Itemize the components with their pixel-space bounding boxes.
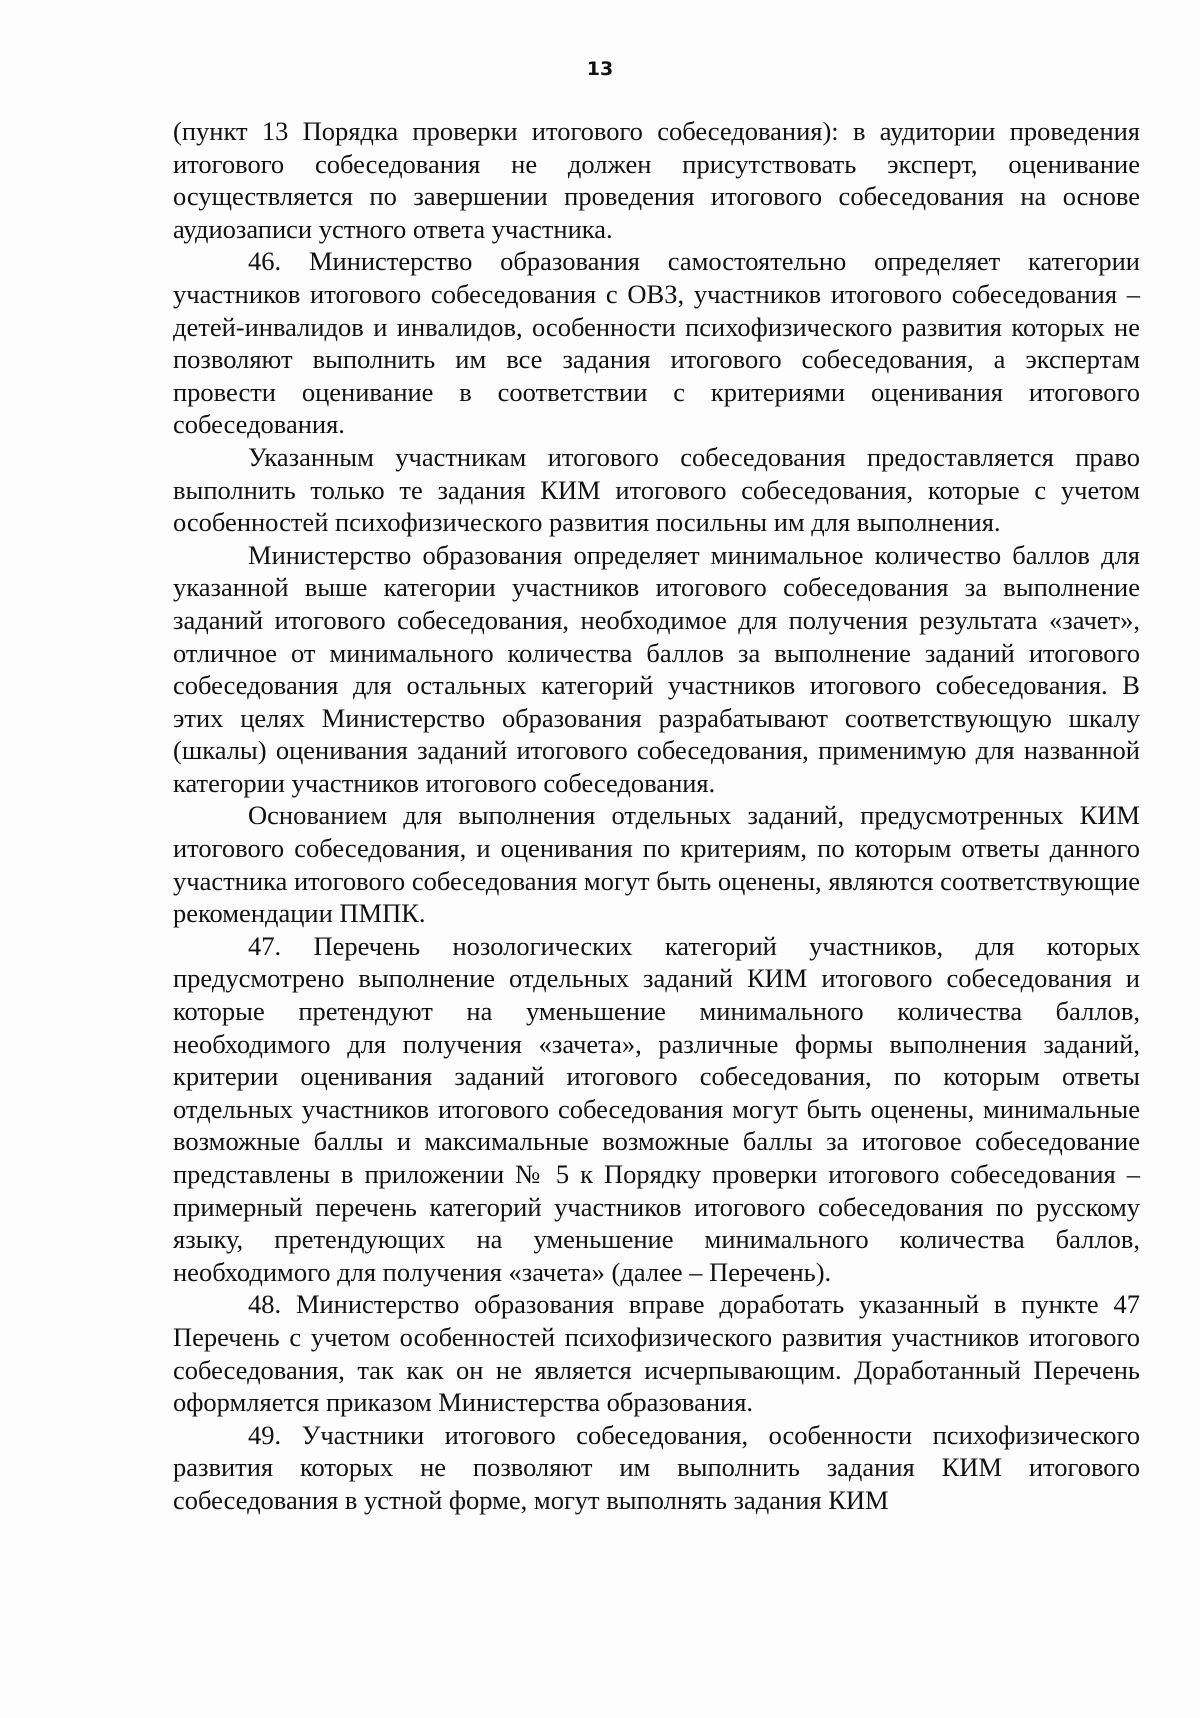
paragraph-basis: Основанием для выполнения отдельных заданий, предусмотренных КИМ итогового собеседования, и оценивания по критериям, по которым ответы данного участника итогового собеседования могут быть оценены, являются соответствующие рекомендации ПМПК. — [173, 800, 1140, 929]
paragraph-47: 47. Перечень нозологических категорий участников, для которых предусмотрено выполнение отдельных заданий КИМ итогового собеседования и которые претендуют на уменьшение минимального количества баллов, необходимого для получения «зачета», различные формы выполнения заданий, критерии оценивания заданий итогового собеседования, по которым ответы отдельных участников итогового собеседования могут быть оценены, минимальные возможные баллы и максимальные возможные баллы за итоговое собеседование представлены в приложении № 5 к Порядку проверки итогового собеседования – примерный перечень категорий участников итогового собеседования по русскому языку, претендующих на уменьшение минимального количества баллов, необходимого для получения «зачета» (далее – Перечень). — [173, 930, 1140, 1287]
paragraph-49: 49. Участники итогового собеседования, особенности психофизического развития которых не позволяют им выполнить задания КИМ итогового собеседования в устной форме, могут выполнять задания КИМ — [173, 1419, 1140, 1515]
page-number: 13 — [586, 58, 614, 80]
paragraph-46: 46. Министерство образования самостоятельно определяет категории участников итогового собеседования с ОВЗ, участников итогового собеседования – детей-инвалидов и инвалидов, особенности психофизического развития которых не позволяют выполнить им все задания итогового собеседования, а экспертам провести оценивание в соответствии с критериями оценивания итогового собеседования. — [173, 246, 1140, 440]
paragraph-participants-right: Указанным участникам итогового собеседования предоставляется право выполнить только те задания КИМ итогового собеседования, которые с учетом особенностей психофизического развития посильны им для выполнения. — [173, 441, 1140, 538]
paragraph-minimum-score: Министерство образования определяет минимальное количество баллов для указанной выше категории участников итогового собеседования за выполнение заданий итогового собеседования, необходимое для получения результата «зачет», отличное от минимального количества баллов за выполнение заданий итогового собеседования для остальных категорий участников итогового собеседования. В этих целях Министерство образования разрабатывают соответствующую шкалу (шкалы) оценивания заданий итогового собеседования, применимую для названной категории участников итогового собеседования. — [173, 539, 1140, 798]
paragraph-continuation: (пункт 13 Порядка проверки итогового собеседования): в аудитории проведения итогового собеседования не должен присутствовать эксперт, оценивание осуществляется по завершении проведения итогового собеседования на основе аудиозаписи устного ответа участника. — [173, 116, 1140, 244]
document-body — [173, 115, 1140, 1517]
paragraph-48: 48. Министерство образования вправе доработать указанный в пункте 47 Перечень с учетом особенностей психофизического развития участников итогового собеседования, так как он не является исчерпывающим. Доработанный Перечень оформляется приказом Министерства образования. — [173, 1289, 1140, 1418]
